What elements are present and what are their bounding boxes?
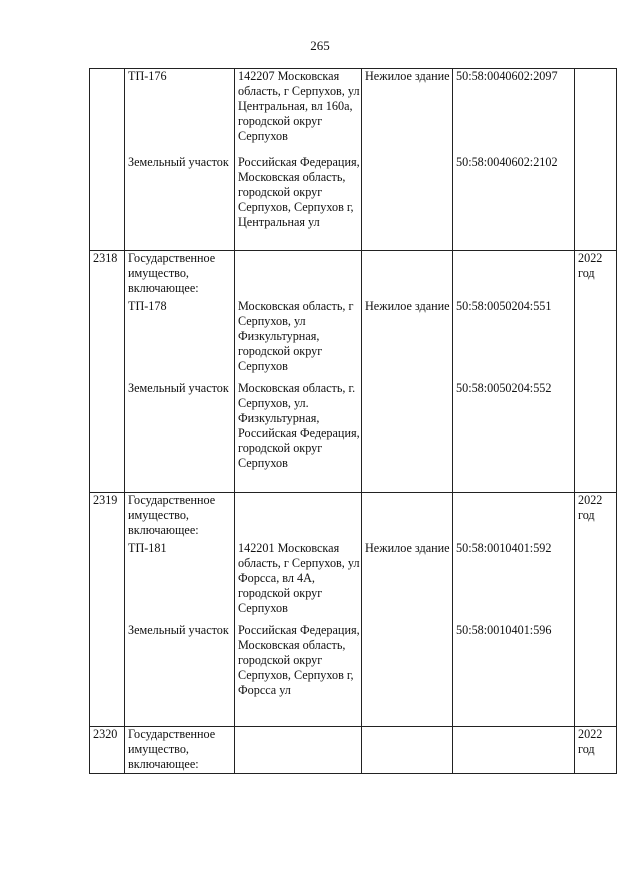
address-cell: Московская область, г. Серпухов, ул. Физкультурная, Российская Федерация, городской округ Серпухов [235, 381, 362, 493]
row-number-cell: 2318 [90, 251, 125, 299]
row-number-cell [90, 155, 125, 251]
property-name-cell: Государственное имущество, включающее: [125, 727, 235, 774]
row-number-cell [90, 299, 125, 381]
row-number-cell: 2319 [90, 493, 125, 541]
cadastral-number-cell: 50:58:0010401:596 [453, 623, 575, 727]
property-registry-table [89, 68, 617, 774]
property-type-cell: Нежилое здание [362, 69, 453, 155]
property-name-cell: ТП-178 [125, 299, 235, 381]
year-cell [575, 155, 617, 251]
property-name-cell: ТП-176 [125, 69, 235, 155]
table-row [90, 381, 617, 493]
page-number: 265 [310, 38, 330, 53]
table-row [90, 541, 617, 623]
address-cell: Московская область, г Серпухов, ул Физкультурная, городской округ Серпухов [235, 299, 362, 381]
cadastral-number-cell [453, 727, 575, 774]
cadastral-number-cell [453, 251, 575, 299]
cadastral-number-cell: 50:58:0050204:551 [453, 299, 575, 381]
cadastral-number-cell [453, 493, 575, 541]
address-cell [235, 493, 362, 541]
row-number-cell: 2320 [90, 727, 125, 774]
address-cell: 142201 Московская область, г Серпухов, ул Форсса, вл 4А, городской округ Серпухов [235, 541, 362, 623]
year-cell [575, 381, 617, 493]
year-cell: 2022 год [575, 727, 617, 774]
table-row [90, 623, 617, 727]
year-cell [575, 299, 617, 381]
property-name-cell: Земельный участок [125, 623, 235, 727]
property-type-cell [362, 381, 453, 493]
year-cell: 2022 год [575, 493, 617, 541]
property-name-cell: Земельный участок [125, 155, 235, 251]
address-cell [235, 727, 362, 774]
year-cell [575, 623, 617, 727]
table-row [90, 299, 617, 381]
property-type-cell [362, 155, 453, 251]
year-cell [575, 541, 617, 623]
address-cell: Российская Федерация, Московская область, городской округ Серпухов, Серпухов г, Центральная ул [235, 155, 362, 251]
cadastral-number-cell: 50:58:0010401:592 [453, 541, 575, 623]
year-cell [575, 69, 617, 155]
table-row [90, 155, 617, 251]
registry-body [90, 69, 617, 774]
table-row [90, 251, 617, 299]
property-name-cell: Земельный участок [125, 381, 235, 493]
cadastral-number-cell: 50:58:0050204:552 [453, 381, 575, 493]
table-row [90, 493, 617, 541]
property-type-cell [362, 493, 453, 541]
property-name-cell: Государственное имущество, включающее: [125, 493, 235, 541]
row-number-cell [90, 381, 125, 493]
year-cell: 2022 год [575, 251, 617, 299]
property-type-cell [362, 251, 453, 299]
address-cell: 142207 Московская область, г Серпухов, ул Центральная, вл 160а, городской округ Серпухов [235, 69, 362, 155]
property-type-cell [362, 727, 453, 774]
property-name-cell: ТП-181 [125, 541, 235, 623]
table-row [90, 727, 617, 774]
table-row [90, 69, 617, 155]
address-cell: Российская Федерация, Московская область, городской округ Серпухов, Серпухов г, Форсса ул [235, 623, 362, 727]
property-name-cell: Государственное имущество, включающее: [125, 251, 235, 299]
cadastral-number-cell: 50:58:0040602:2102 [453, 155, 575, 251]
property-type-cell: Нежилое здание [362, 541, 453, 623]
property-type-cell [362, 623, 453, 727]
row-number-cell [90, 69, 125, 155]
address-cell [235, 251, 362, 299]
property-type-cell: Нежилое здание [362, 299, 453, 381]
row-number-cell [90, 623, 125, 727]
row-number-cell [90, 541, 125, 623]
cadastral-number-cell: 50:58:0040602:2097 [453, 69, 575, 155]
